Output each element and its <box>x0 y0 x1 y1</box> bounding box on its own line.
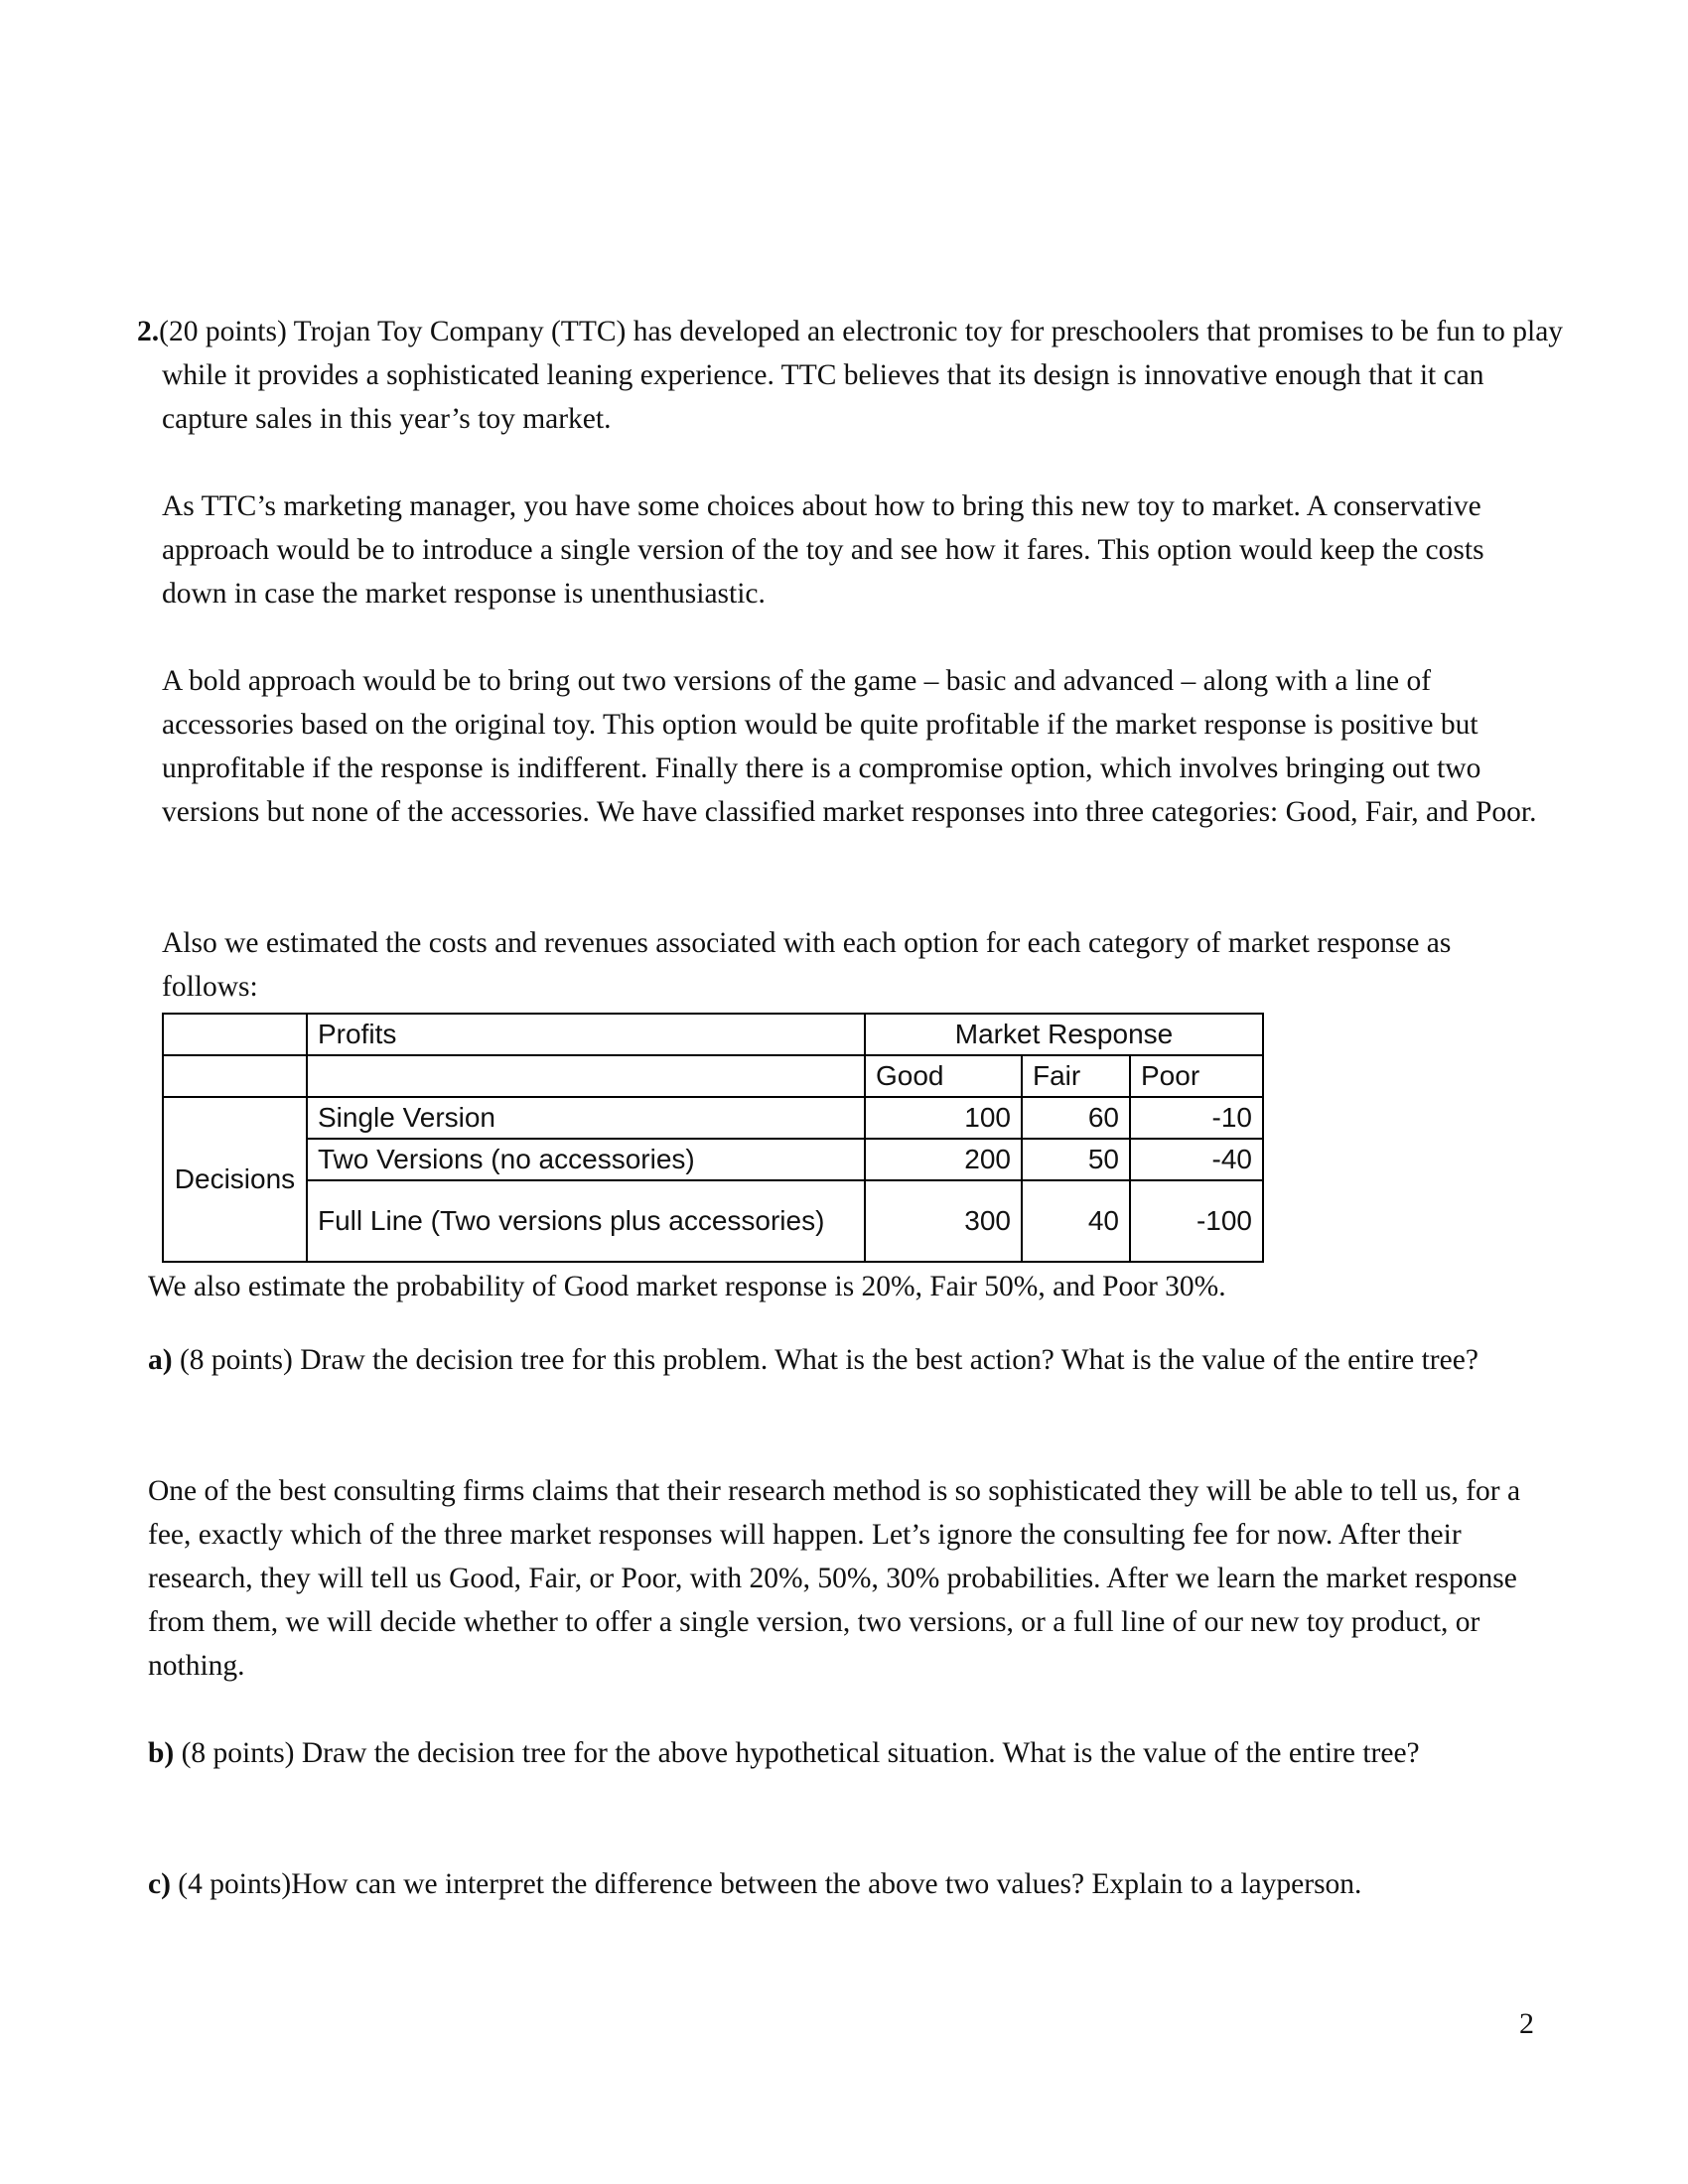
paragraph-bold: A bold approach would be to bring out two versions of the game – basic and advanced – along with a line of accessories based on the original toy. This option would be quite profitable if the market response is positive but unprofitable if the response is indifferent. Finally there is a compromise option, which involves bringing out two versions but none of the accessories. We have classified market responses into three categories: Good, Fair, and Poor. <box>162 665 1537 828</box>
cell-value: -10 <box>1130 1097 1263 1139</box>
table-empty-cell <box>163 1055 307 1097</box>
table-row <box>163 1097 1263 1139</box>
profits-header: Profits <box>307 1014 865 1055</box>
part-a <box>148 1338 1558 1382</box>
paragraph-conservative: As TTC’s marketing manager, you have some choices about how to bring this new toy to market. A conservative approach would be to introduce a single version of the toy and see how it fares. This option would keep the costs down in case the market response is unenthusiastic. <box>162 490 1484 610</box>
cell-value: 200 <box>865 1139 1022 1180</box>
part-c-text: (4 points)How can we interpret the difference between the above two values? Explain to a layperson. <box>170 1868 1362 1900</box>
question-number: 2. <box>137 316 160 347</box>
cell-value: -40 <box>1130 1139 1263 1180</box>
column-header-fair: Fair <box>1022 1055 1130 1097</box>
question-intro <box>137 310 1572 441</box>
row-label: Two Versions (no accessories) <box>307 1139 865 1180</box>
page-number: 2 <box>1519 2007 1534 2040</box>
decisions-label: Decisions <box>163 1097 307 1262</box>
part-c-label: c) <box>148 1868 171 1900</box>
cell-value: 60 <box>1022 1097 1130 1139</box>
row-label: Full Line (Two versions plus accessories) <box>307 1180 865 1262</box>
cell-value: 50 <box>1022 1139 1130 1180</box>
part-b-text: (8 points) Draw the decision tree for the above hypothetical situation. What is the value of the entire tree? <box>174 1737 1420 1769</box>
question-intro-text: (20 points) Trojan Toy Company (TTC) has developed an electronic toy for preschoolers that promises to be fun to play while it provides a sophisticated leaning experience. TTC believes that its design is innovative enough that it can capture sales in this year’s toy market. <box>159 316 1564 435</box>
column-header-poor: Poor <box>1130 1055 1263 1097</box>
part-b-label: b) <box>148 1737 175 1769</box>
part-b <box>148 1731 1558 1775</box>
table-row <box>163 1139 1263 1180</box>
cell-value: 300 <box>865 1180 1022 1262</box>
part-a-label: a) <box>148 1344 173 1376</box>
cell-value: 40 <box>1022 1180 1130 1262</box>
probabilities-text: We also estimate the probability of Good market response is 20%, Fair 50%, and Poor 30%. <box>148 1271 1226 1302</box>
profits-table <box>162 1013 1264 1263</box>
row-label: Single Version <box>307 1097 865 1139</box>
table-corner-cell <box>163 1014 307 1055</box>
column-header-good: Good <box>865 1055 1022 1097</box>
table-empty-cell <box>307 1055 865 1097</box>
part-a-text: (8 points) Draw the decision tree for this problem. What is the best action? What is the value of the entire tree? <box>172 1344 1478 1376</box>
paragraph-estimates: Also we estimated the costs and revenues associated with each option for each category of market response as follows: <box>162 927 1452 1003</box>
cell-value: 100 <box>865 1097 1022 1139</box>
market-response-header: Market Response <box>865 1014 1263 1055</box>
part-c <box>148 1862 1496 1906</box>
consulting-paragraph: One of the best consulting firms claims that their research method is so sophisticated they will be able to tell us, for a fee, exactly which of the three market responses will happen. Let’s ignore the consulting fee for now. After their research, they will tell us Good, Fair, or Poor, with 20%, 50%, 30% probabilities. After we learn the market response from them, we will decide whether to offer a single version, two versions, or a full line of our new toy product, or nothing. <box>148 1475 1521 1682</box>
table-row <box>163 1180 1263 1262</box>
cell-value: -100 <box>1130 1180 1263 1262</box>
